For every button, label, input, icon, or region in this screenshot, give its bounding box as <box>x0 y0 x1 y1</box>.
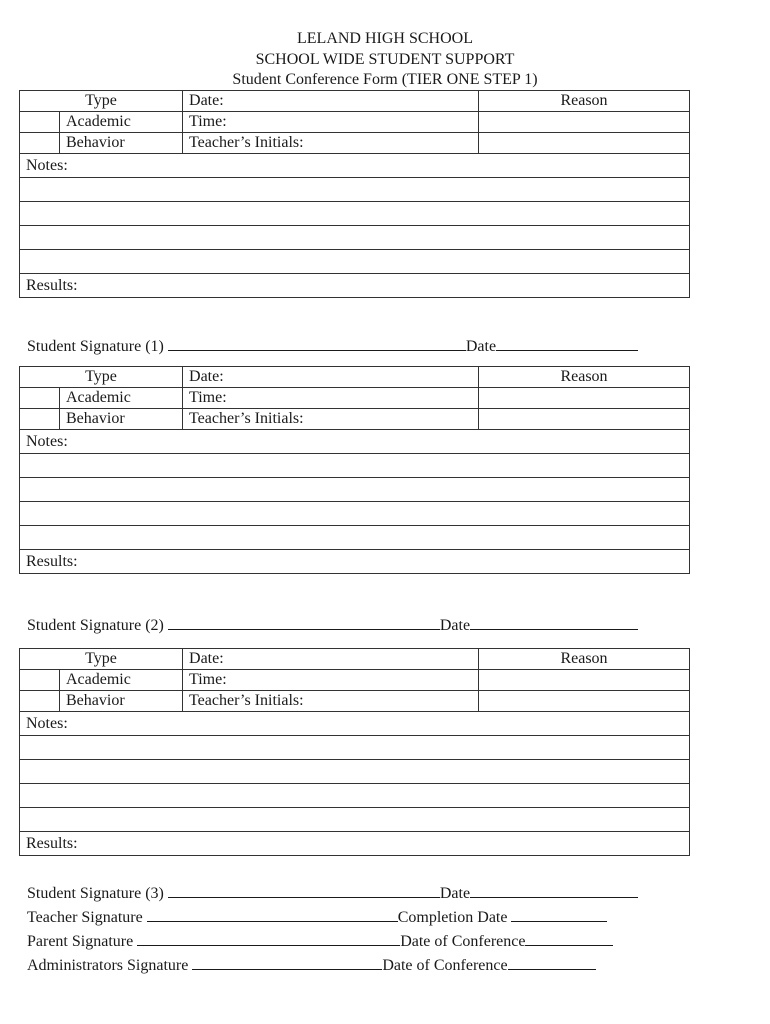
administrators-signature-line <box>27 954 596 976</box>
results-label[interactable]: Results: <box>20 832 690 856</box>
behavior-checkbox[interactable] <box>20 691 60 712</box>
date-field[interactable] <box>470 614 638 630</box>
reason-field[interactable] <box>479 133 690 154</box>
form-header <box>0 29 770 91</box>
teacher-signature-label: Teacher Signature <box>27 909 143 926</box>
academic-label: Academic <box>60 388 183 409</box>
notes-line[interactable] <box>20 736 690 760</box>
administrators-signature-label: Administrators Signature <box>27 957 189 974</box>
student-signature-1-field[interactable] <box>168 335 466 351</box>
reason-header: Reason <box>479 649 690 670</box>
date-of-conference-field[interactable] <box>525 930 613 946</box>
behavior-checkbox[interactable] <box>20 409 60 430</box>
form-title: Student Conference Form (TIER ONE STEP 1) <box>232 71 538 88</box>
notes-line[interactable] <box>20 526 690 550</box>
notes-line[interactable] <box>20 784 690 808</box>
date-label: Date <box>439 617 471 634</box>
reason-field[interactable] <box>479 691 690 712</box>
school-name: LELAND HIGH SCHOOL <box>297 30 473 47</box>
date-field[interactable] <box>496 335 638 351</box>
reason-header: Reason <box>479 91 690 112</box>
reason-field[interactable] <box>479 670 690 691</box>
reason-field[interactable] <box>479 388 690 409</box>
student-signature-1-line <box>27 335 638 357</box>
academic-checkbox[interactable] <box>20 388 60 409</box>
date-field[interactable]: Date: <box>183 367 479 388</box>
date-of-conference-label: Date of Conference <box>400 933 526 950</box>
behavior-checkbox[interactable] <box>20 133 60 154</box>
academic-checkbox[interactable] <box>20 112 60 133</box>
teacher-signature-line <box>27 906 607 928</box>
behavior-label: Behavior <box>60 691 183 712</box>
academic-label: Academic <box>60 670 183 691</box>
teacher-initials-field[interactable]: Teacher’s Initials: <box>183 691 479 712</box>
student-signature-2-label: Student Signature (2) <box>27 617 164 634</box>
behavior-label: Behavior <box>60 409 183 430</box>
teacher-signature-field[interactable] <box>147 906 398 922</box>
notes-label[interactable]: Notes: <box>20 154 690 178</box>
notes-label[interactable]: Notes: <box>20 430 690 454</box>
notes-line[interactable] <box>20 808 690 832</box>
notes-line[interactable] <box>20 178 690 202</box>
behavior-label: Behavior <box>60 133 183 154</box>
academic-checkbox[interactable] <box>20 670 60 691</box>
date-field[interactable] <box>470 882 638 898</box>
conference-table-3 <box>19 648 690 856</box>
date-field[interactable]: Date: <box>183 91 479 112</box>
reason-field[interactable] <box>479 112 690 133</box>
notes-label[interactable]: Notes: <box>20 712 690 736</box>
reason-field[interactable] <box>479 409 690 430</box>
type-header: Type <box>20 367 183 388</box>
notes-line[interactable] <box>20 454 690 478</box>
type-header: Type <box>20 649 183 670</box>
teacher-initials-field[interactable]: Teacher’s Initials: <box>183 133 479 154</box>
time-field[interactable]: Time: <box>183 112 479 133</box>
date-label: Date <box>465 338 497 355</box>
notes-line[interactable] <box>20 250 690 274</box>
student-signature-1-label: Student Signature (1) <box>27 338 164 355</box>
notes-line[interactable] <box>20 478 690 502</box>
administrators-signature-field[interactable] <box>192 954 382 970</box>
student-signature-3-label: Student Signature (3) <box>27 885 164 902</box>
date-label: Date <box>439 885 471 902</box>
student-signature-2-field[interactable] <box>168 614 440 630</box>
type-header: Type <box>20 91 183 112</box>
completion-date-label: Completion Date <box>397 909 508 926</box>
teacher-initials-field[interactable]: Teacher’s Initials: <box>183 409 479 430</box>
parent-signature-line <box>27 930 613 952</box>
student-signature-3-field[interactable] <box>168 882 440 898</box>
notes-line[interactable] <box>20 502 690 526</box>
date-of-conference-field[interactable] <box>508 954 596 970</box>
notes-line[interactable] <box>20 226 690 250</box>
completion-date-field[interactable] <box>511 906 607 922</box>
parent-signature-field[interactable] <box>137 930 400 946</box>
conference-table-1 <box>19 90 690 298</box>
results-label[interactable]: Results: <box>20 274 690 298</box>
notes-line[interactable] <box>20 760 690 784</box>
reason-header: Reason <box>479 367 690 388</box>
parent-signature-label: Parent Signature <box>27 933 134 950</box>
student-signature-3-line <box>27 882 638 904</box>
results-label[interactable]: Results: <box>20 550 690 574</box>
date-field[interactable]: Date: <box>183 649 479 670</box>
conference-table-2 <box>19 366 690 574</box>
program-name: SCHOOL WIDE STUDENT SUPPORT <box>255 50 515 68</box>
academic-label: Academic <box>60 112 183 133</box>
time-field[interactable]: Time: <box>183 670 479 691</box>
date-of-conference-label: Date of Conference <box>382 957 508 974</box>
time-field[interactable]: Time: <box>183 388 479 409</box>
student-signature-2-line <box>27 614 638 636</box>
notes-line[interactable] <box>20 202 690 226</box>
